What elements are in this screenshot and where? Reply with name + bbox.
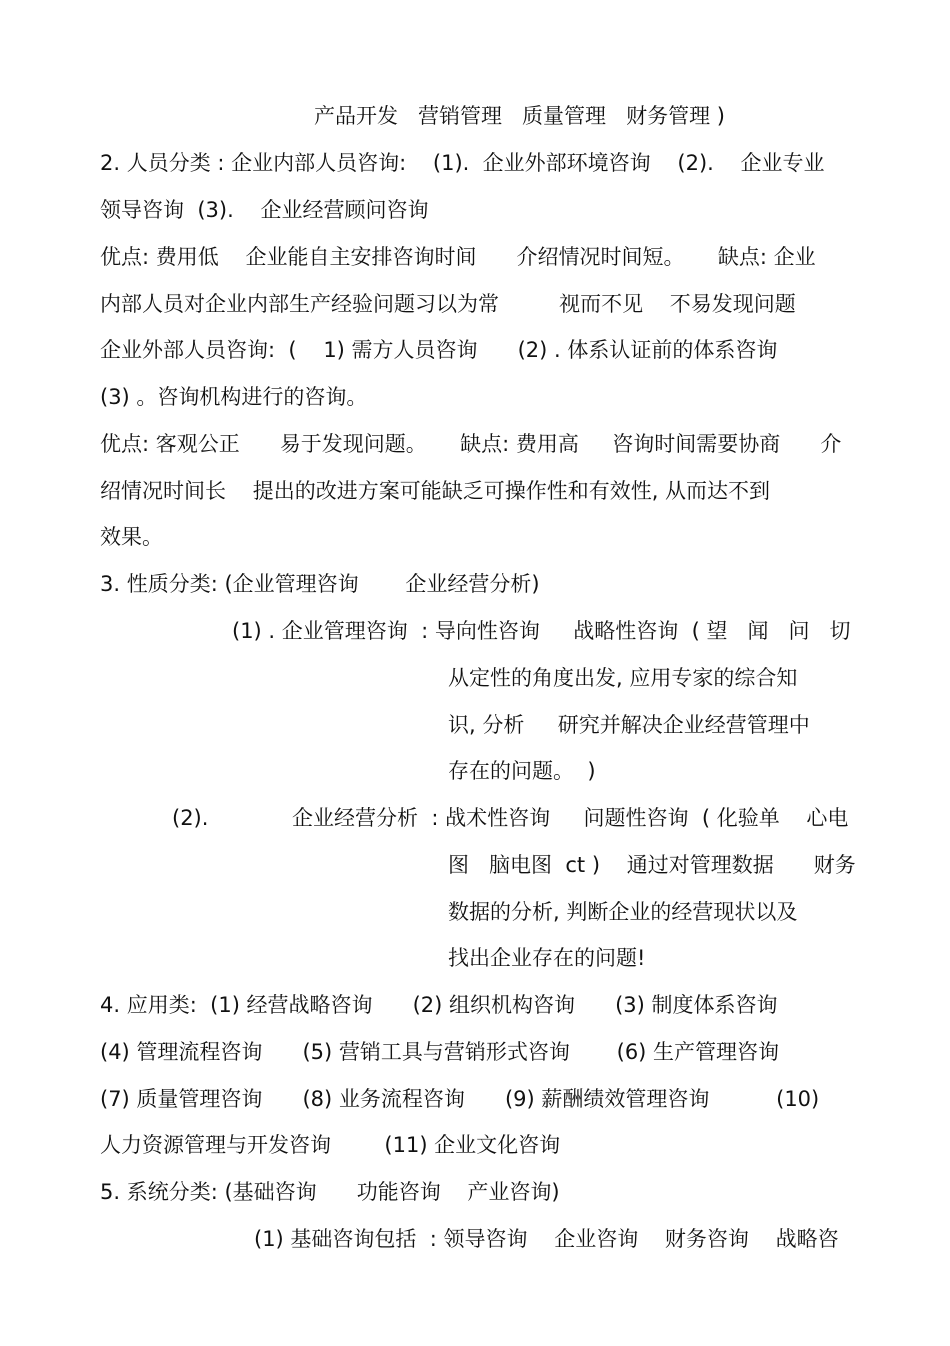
text-line: 数据的分析, 判断企业的经营现状以及 — [448, 900, 798, 924]
list-marker: (2). — [172, 806, 209, 830]
text-line: 内部人员对企业内部生产经验问题习以为常 视而不见 不易发现问题 — [100, 292, 796, 316]
text-line: 2. 人员分类 : 企业内部人员咨询: (1). 企业外部环境咨询 (2). 企业专业 — [100, 151, 825, 175]
text-line: 人力资源管理与开发咨询 (11) 企业文化咨询 — [100, 1133, 561, 1157]
text-line: (4) 管理流程咨询 (5) 营销工具与营销形式咨询 (6) 生产管理咨询 — [100, 1040, 780, 1064]
text-line: 绍情况时间长 提出的改进方案可能缺乏可操作性和有效性, 从而达不到 — [100, 479, 771, 503]
text-line: (7) 质量管理咨询 (8) 业务流程咨询 (9) 薪酬绩效管理咨询 (10) — [100, 1087, 820, 1111]
text-line: 图 脑电图 ct ) 通过对管理数据 财务 — [448, 853, 856, 877]
text-line: (1) . 企业管理咨询 : 导向性咨询 战略性咨询 ( 望 闻 问 切 — [232, 619, 851, 643]
section-heading: 3. 性质分类: (企业管理咨询 企业经营分析) — [100, 572, 540, 596]
text-line: 优点: 客观公正 易于发现问题。 缺点: 费用高 咨询时间需要协商 介 — [100, 432, 842, 456]
section-heading: 5. 系统分类: (基础咨询 功能咨询 产业咨询) — [100, 1180, 560, 1204]
text-line: 产品开发 营销管理 质量管理 财务管理 ) — [314, 104, 725, 128]
text-line: (3) 。咨询机构进行的咨询。 — [100, 385, 368, 409]
text-line: 存在的问题。 ) — [448, 759, 596, 783]
text-line: (1) 基础咨询包括 : 领导咨询 企业咨询 财务咨询 战略咨 — [254, 1227, 839, 1251]
text-line: 找出企业存在的问题! — [448, 946, 646, 970]
text-line: 优点: 费用低 企业能自主安排咨询时间 介绍情况时间短。 缺点: 企业 — [100, 245, 816, 269]
text-line: 从定性的角度出发, 应用专家的综合知 — [448, 666, 798, 690]
text-line: 企业经营分析 : 战术性咨询 问题性咨询 ( 化验单 心电 — [292, 806, 849, 830]
section-heading: 4. 应用类: (1) 经营战略咨询 (2) 组织机构咨询 (3) 制度体系咨询 — [100, 993, 778, 1017]
text-line: 企业外部人员咨询: ( 1) 需方人员咨询 (2) . 体系认证前的体系咨询 — [100, 338, 778, 362]
text-line: 领导咨询 (3). 企业经营顾问咨询 — [100, 198, 429, 222]
text-line: 效果。 — [100, 525, 163, 549]
text-line: 识, 分析 研究并解决企业经营管理中 — [448, 713, 810, 737]
